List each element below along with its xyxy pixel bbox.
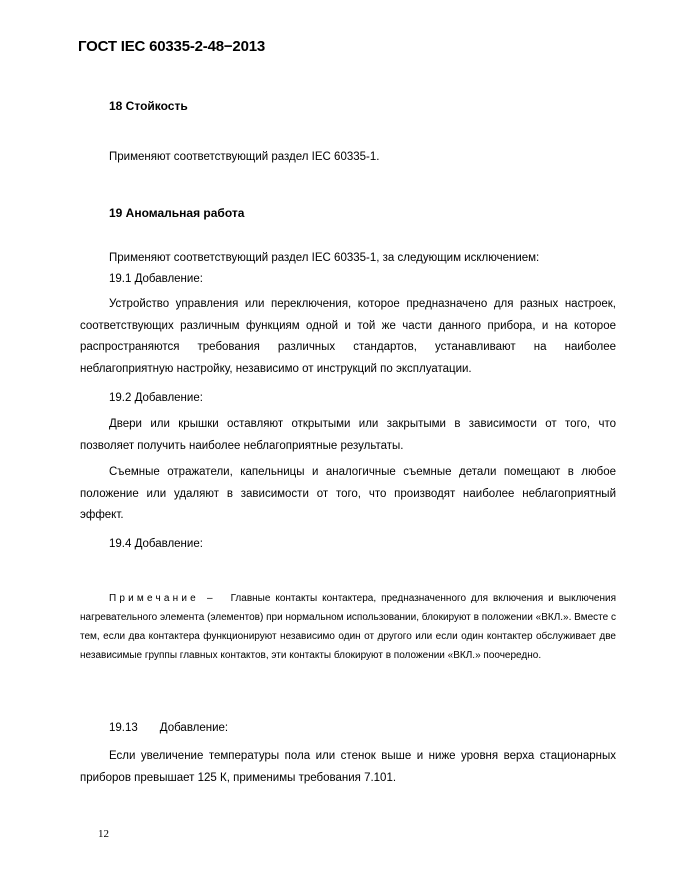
section-19-intro: Применяют соответствующий раздел IEC 60335-1, за следующим исключением:: [109, 252, 540, 264]
page-number: 12: [98, 828, 109, 840]
note-label: Примечание –: [109, 593, 216, 604]
subsection-19-1-paragraph: Устройство управления или переключения, которое предназначено для разных настроек, соответствующих различным функциям одной и той же части данного прибора, и на которое распространяются требования различных стандартов, устанавливают на наиболее неблагоприятную настройку, независимо от инструкций по эксплуатации.: [80, 298, 616, 375]
subsection-19-1-label: 19.1 Добавление:: [109, 273, 203, 285]
subsection-19-4-label: 19.4 Добавление:: [109, 538, 203, 550]
section-19-title: 19 Аномальная работа: [109, 206, 245, 220]
section-18-text: Применяют соответствующий раздел IEC 60335-1.: [109, 151, 380, 163]
subsection-19-2-paragraph-2: Съемные отражатели, капельницы и аналогичные съемные детали помещают в любое положение или удаляют в зависимости от того, что производят наиболее неблагоприятный эффект.: [80, 466, 616, 521]
note-block: [80, 589, 616, 665]
note-text: Главные контакты контактера, предназначенного для включения и выключения нагревательного элемента (элементов) при нормальном использовании, блокируют в положении «ВКЛ.». Вместе с тем, если два контактера функционируют независимо один от другого или если один контактер обслуживает две независимые группы главных контактов, эти контакты блокируют в положении «ВКЛ.» поочередно.: [80, 593, 616, 661]
subsection-19-13-word: Добавление:: [159, 722, 229, 734]
subsection-19-13-paragraph: Если увеличение температуры пола или стенок выше и ниже уровня верха стационарных приборов превышает 125 К, применимы требования 7.101.: [80, 750, 616, 784]
section-18-title: 18 Стойкость: [109, 99, 188, 113]
subsection-19-13-label: [109, 722, 228, 734]
document-header: ГОСТ IEC 60335-2-48−2013: [78, 38, 265, 55]
subsection-19-13-number: 19.13: [109, 722, 138, 734]
subsection-19-2-paragraph-1: Двери или крышки оставляют открытыми или закрытыми в зависимости от того, что позволяет получить наиболее неблагоприятные результаты.: [80, 418, 616, 452]
subsection-19-2-label: 19.2 Добавление:: [109, 392, 203, 404]
